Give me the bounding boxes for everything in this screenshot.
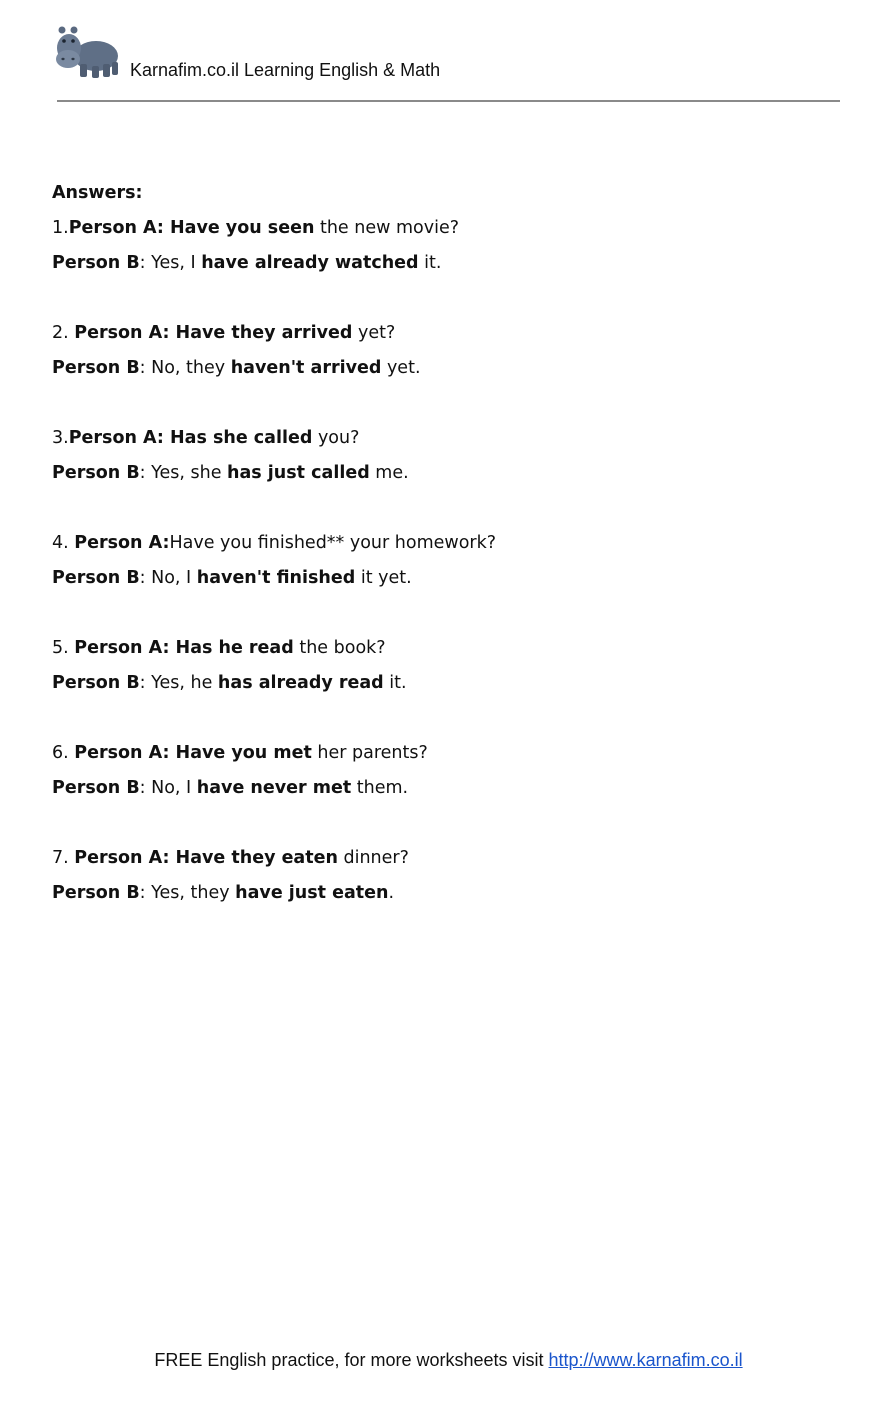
person-b-pre: : Yes, they (139, 883, 236, 903)
qa-item-1 (52, 213, 842, 283)
person-a-label: Person A: (74, 848, 176, 868)
header-divider (57, 100, 840, 102)
person-b-line (52, 458, 842, 493)
person-b-post: them. (351, 778, 409, 798)
person-b-line (52, 353, 842, 388)
person-b-pre: : No, I (139, 568, 197, 588)
person-b-verb: haven't finished (196, 568, 356, 588)
person-a-verb: Have you met (175, 743, 312, 763)
person-a-verb: Have they eaten (175, 848, 338, 868)
person-a-line (52, 423, 842, 458)
page-footer (0, 1350, 882, 1371)
person-b-pre: : Yes, he (139, 673, 218, 693)
answers-section (52, 178, 842, 948)
person-b-pre: : No, I (139, 778, 197, 798)
person-a-label: Person A: (74, 323, 176, 343)
person-b-line (52, 563, 842, 598)
person-a-rest: yet? (352, 323, 396, 343)
page-header (0, 0, 882, 110)
item-number: 2. (52, 323, 75, 343)
person-b-label: Person B (52, 883, 140, 903)
person-a-rest: Have you finished** your homework? (169, 533, 497, 553)
person-b-line (52, 668, 842, 703)
person-a-line (52, 633, 842, 668)
person-b-post: it yet. (355, 568, 412, 588)
person-a-line (52, 318, 842, 353)
person-a-label: Person A: (68, 218, 170, 238)
item-number: 4. (52, 533, 75, 553)
person-b-label: Person B (52, 358, 140, 378)
qa-item-7 (52, 843, 842, 913)
qa-item-5 (52, 633, 842, 703)
qa-item-2 (52, 318, 842, 388)
person-b-post: it. (418, 253, 442, 273)
person-a-label: Person A: (68, 428, 170, 448)
person-b-label: Person B (52, 568, 140, 588)
website-link[interactable]: http://www.karnafim.co.il (548, 1350, 743, 1370)
person-b-line (52, 248, 842, 283)
person-b-post: me. (369, 463, 409, 483)
person-a-line (52, 843, 842, 878)
person-b-verb: haven't arrived (230, 358, 382, 378)
person-a-rest: the book? (293, 638, 386, 658)
site-title: Karnafim.co.il Learning English & Math (130, 60, 441, 80)
item-number: 3. (52, 428, 69, 448)
person-b-verb: has already read (217, 673, 384, 693)
item-number: 7. (52, 848, 75, 868)
item-number: 1. (52, 218, 69, 238)
qa-item-4 (52, 528, 842, 598)
hippo-icon (54, 24, 122, 80)
person-a-verb: Have they arrived (175, 323, 353, 343)
person-a-rest: you? (312, 428, 360, 448)
person-a-rest: the new movie? (314, 218, 460, 238)
person-b-pre: : No, they (139, 358, 231, 378)
person-b-post: it. (383, 673, 407, 693)
person-b-verb: has just called (227, 463, 370, 483)
person-b-pre: : Yes, I (139, 253, 202, 273)
person-b-post: yet. (381, 358, 421, 378)
person-a-verb: Has she called (169, 428, 313, 448)
person-b-pre: : Yes, she (139, 463, 228, 483)
person-b-verb: have never met (196, 778, 352, 798)
item-number: 5. (52, 638, 75, 658)
person-a-label: Person A: (74, 533, 170, 553)
answers-heading: Answers: (52, 183, 143, 203)
person-a-verb: Have you seen (169, 218, 315, 238)
person-a-label: Person A: (74, 638, 176, 658)
person-a-line (52, 213, 842, 248)
person-a-rest: her parents? (311, 743, 428, 763)
person-a-line (52, 738, 842, 773)
person-b-label: Person B (52, 253, 140, 273)
qa-item-6 (52, 738, 842, 808)
person-b-line (52, 878, 842, 913)
person-b-label: Person B (52, 673, 140, 693)
person-a-rest: dinner? (337, 848, 409, 868)
qa-item-3 (52, 423, 842, 493)
person-b-verb: have just eaten (235, 883, 389, 903)
item-number: 6. (52, 743, 75, 763)
footer-text: FREE English practice, for more worksheets visit (154, 1350, 549, 1370)
person-b-line (52, 773, 842, 808)
person-b-verb: have already watched (201, 253, 419, 273)
person-a-label: Person A: (74, 743, 176, 763)
person-b-post: . (388, 883, 395, 903)
person-a-line (52, 528, 842, 563)
person-b-label: Person B (52, 778, 140, 798)
person-a-verb: Has he read (175, 638, 294, 658)
person-b-label: Person B (52, 463, 140, 483)
